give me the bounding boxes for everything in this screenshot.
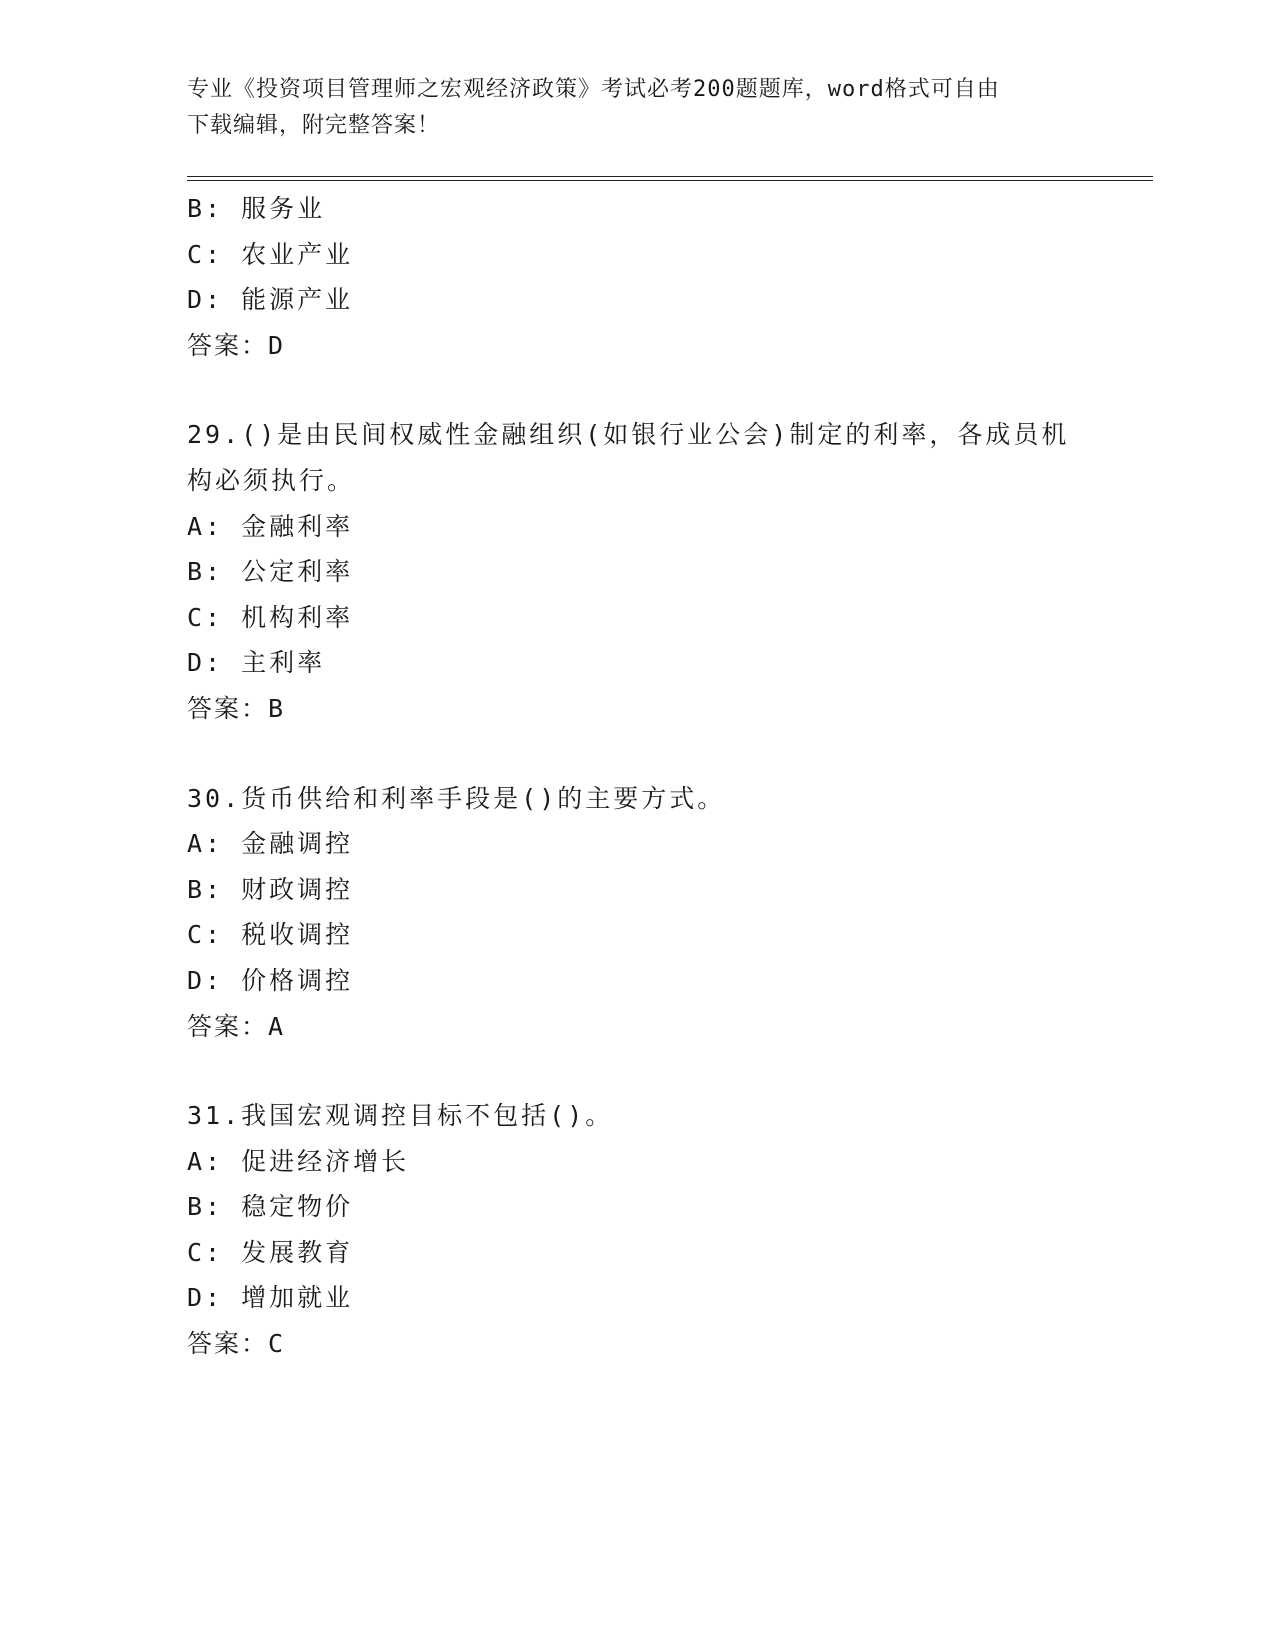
option-d: D: 主利率 [187, 648, 326, 678]
option-c: C: 农业产业 [187, 239, 354, 269]
option-c: C: 税收调控 [187, 920, 354, 950]
answer-line: 答案：B [187, 693, 286, 723]
option-c: C: 发展教育 [187, 1237, 354, 1267]
option-b: B: 公定利率 [187, 557, 354, 587]
spacer [187, 1049, 1087, 1093]
spacer [187, 368, 1087, 412]
header-line-2: 下载编辑，附完整答案！ [187, 113, 441, 138]
question-block-28 [187, 186, 1087, 368]
question-stem-line: 构必须执行。 [187, 465, 356, 495]
question-block-29 [187, 412, 1087, 731]
option-b: B: 服务业 [187, 194, 326, 223]
option-d: D: 价格调控 [187, 965, 354, 995]
option-d: D: 增加就业 [187, 1283, 354, 1313]
option-b: B: 稳定物价 [187, 1192, 354, 1222]
question-block-30 [187, 776, 1087, 1050]
question-stem-line: 31.我国宏观调控目标不包括()。 [187, 1101, 614, 1131]
option-c: C: 机构利率 [187, 602, 354, 632]
header-divider-top [187, 176, 1153, 177]
option-a: A: 金融利率 [187, 511, 354, 541]
document-header [187, 72, 1087, 144]
header-line-1: 专业《投资项目管理师之宏观经济政策》考试必考200题题库，word格式可自由 [187, 77, 1000, 102]
answer-line: 答案：A [187, 1011, 286, 1041]
answer-line: 答案：C [187, 1329, 286, 1359]
option-a: A: 促进经济增长 [187, 1146, 410, 1176]
option-a: A: 金融调控 [187, 829, 354, 859]
header-divider-bottom [187, 180, 1153, 181]
question-block-31 [187, 1093, 1087, 1367]
option-d: D: 能源产业 [187, 285, 354, 315]
spacer [187, 732, 1087, 776]
option-b: B: 财政调控 [187, 874, 354, 904]
answer-line: 答案：D [187, 330, 286, 360]
question-stem-line: 29.()是由民间权威性金融组织(如银行业公会)制定的利率，各成员机 [187, 420, 1070, 450]
question-list [187, 186, 1087, 1367]
question-stem-line: 30.货币供给和利率手段是()的主要方式。 [187, 783, 726, 813]
